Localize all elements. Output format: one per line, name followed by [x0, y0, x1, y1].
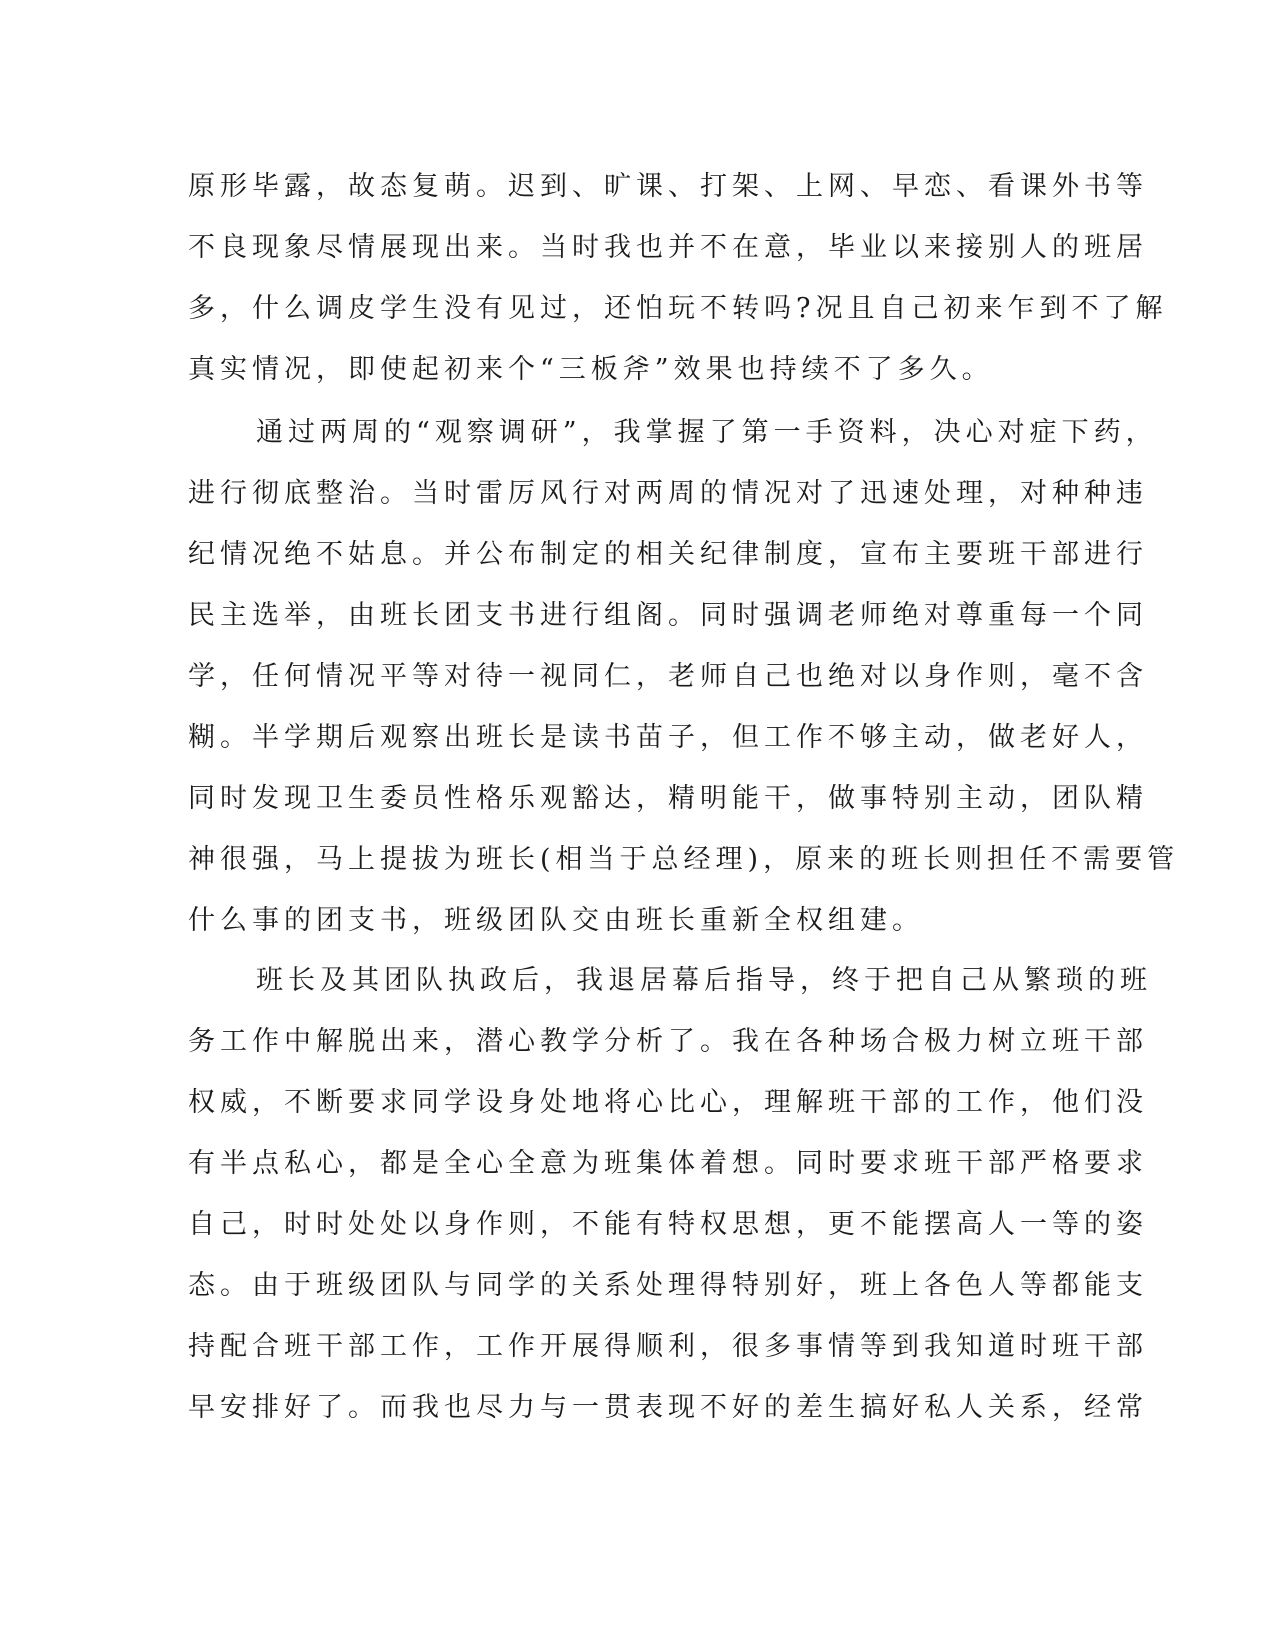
text-line: 真实情况，即使起初来个“三板斧”效果也持续不了多久。 [188, 354, 994, 385]
text-line: 进行彻底整治。当时雷厉风行对两周的情况对了迅速处理，对种种违 [188, 478, 1148, 509]
text-line: 糊。半学期后观察出班长是读书苗子，但工作不够主动，做老好人， [188, 722, 1148, 753]
paragraph-3 [188, 950, 1152, 1438]
text-line: 持配合班干部工作，工作开展得顺利，很多事情等到我知道时班干部 [188, 1331, 1148, 1362]
text-line: 有半点私心，都是全心全意为班集体着想。同时要求班干部严格要求 [188, 1148, 1148, 1179]
text-line: 早安排好了。而我也尽力与一贯表现不好的差生搞好私人关系，经常 [188, 1392, 1148, 1423]
text-line: 班长及其团队执政后，我退居幕后指导，终于把自己从繁琐的班 [256, 965, 1152, 996]
text-line: 通过两周的“观察调研”，我掌握了第一手资料，决心对症下药， [256, 417, 1158, 448]
text-line: 权威，不断要求同学设身处地将心比心，理解班干部的工作，他们没 [188, 1087, 1148, 1118]
text-line: 什么事的团支书，班级团队交由班长重新全权组建。 [188, 905, 924, 936]
text-line: 不良现象尽情展现出来。当时我也并不在意，毕业以来接别人的班居 [188, 232, 1148, 263]
text-line: 自己，时时处处以身作则，不能有特权思想，更不能摆高人一等的姿 [188, 1209, 1148, 1240]
text-line: 神很强，马上提拔为班长(相当于总经理)，原来的班长则担任不需要管 [188, 844, 1180, 875]
text-line: 态。由于班级团队与同学的关系处理得特别好，班上各色人等都能支 [188, 1270, 1148, 1301]
text-line: 民主选举，由班长团支书进行组阁。同时强调老师绝对尊重每一个同 [188, 600, 1148, 631]
text-line: 务工作中解脱出来，潜心教学分析了。我在各种场合极力树立班干部 [188, 1026, 1148, 1057]
text-line: 多，什么调皮学生没有见过，还怕玩不转吗?况且自己初来乍到不了解 [188, 293, 1168, 324]
paragraph-1 [188, 156, 1167, 400]
text-line: 学，任何情况平等对待一视同仁，老师自己也绝对以身作则，毫不含 [188, 661, 1148, 692]
text-line: 同时发现卫生委员性格乐观豁达，精明能干，做事特别主动，团队精 [188, 783, 1148, 814]
paragraph-2 [188, 402, 1179, 951]
text-line: 纪情况绝不姑息。并公布制定的相关纪律制度，宣布主要班干部进行 [188, 539, 1148, 570]
text-line: 原形毕露，故态复萌。迟到、旷课、打架、上网、早恋、看课外书等 [188, 171, 1148, 202]
